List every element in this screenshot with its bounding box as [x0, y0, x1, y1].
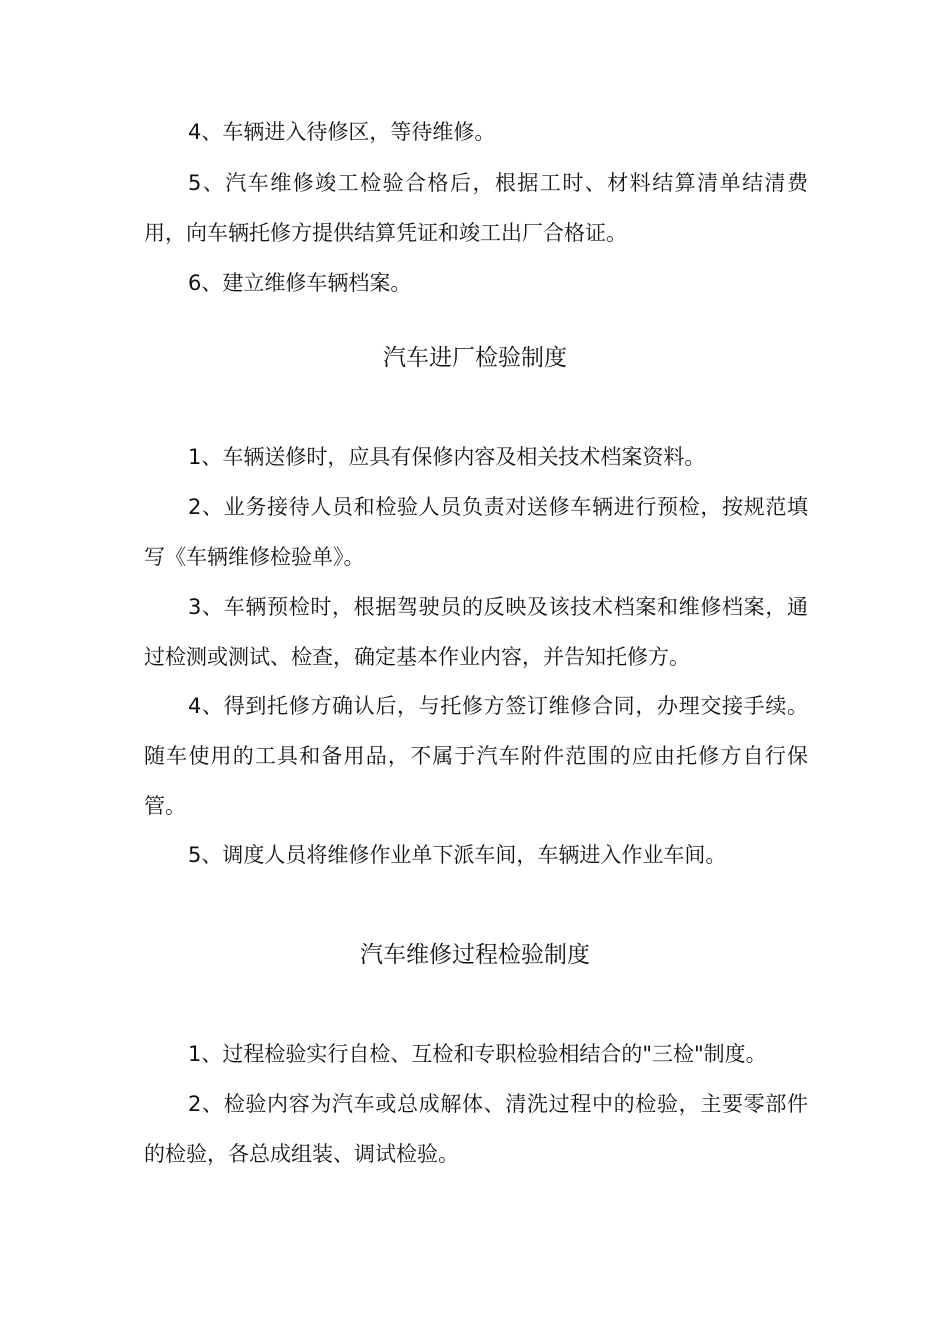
section-title-entry-inspection: 汽车进厂检验制度: [383, 345, 567, 371]
paragraph-top-5: 5、汽车维修竣工检验合格后，根据工时、材料结算清单结清费用，向车辆托修方提供结算凭证和竣工出厂合格证。: [144, 171, 808, 245]
paragraph-top-6: 6、建立维修车辆档案。: [188, 271, 412, 295]
paragraph-entry-4: 4、得到托修方确认后，与托修方签订维修合同，办理交接手续。随车使用的工具和备用品，不属于汽车附件范围的应由托修方自行保管。: [144, 694, 808, 818]
paragraph-entry-3: 3、车辆预检时，根据驾驶员的反映及该技术档案和维修档案，通过检测或测试、检查，确定基本作业内容，并告知托修方。: [144, 595, 808, 669]
paragraph-top-4: 4、车辆进入待修区，等待维修。: [188, 120, 496, 144]
paragraph-entry-5: 5、调度人员将维修作业单下派车间，车辆进入作业车间。: [188, 843, 727, 867]
paragraph-entry-2: 2、业务接待人员和检验人员负责对送修车辆进行预检，按规范填写《车辆维修检验单》。: [144, 495, 808, 569]
section-title-process-inspection: 汽车维修过程检验制度: [360, 942, 590, 968]
paragraph-process-2: 2、检验内容为汽车或总成解体、清洗过程中的检验，主要零部件的检验，各总成组装、调试检验。: [144, 1092, 808, 1166]
paragraph-entry-1: 1、车辆送修时，应具有保修内容及相关技术档案资料。: [188, 445, 706, 469]
paragraph-process-1: 1、过程检验实行自检、互检和专职检验相结合的"三检"制度。: [188, 1042, 767, 1066]
